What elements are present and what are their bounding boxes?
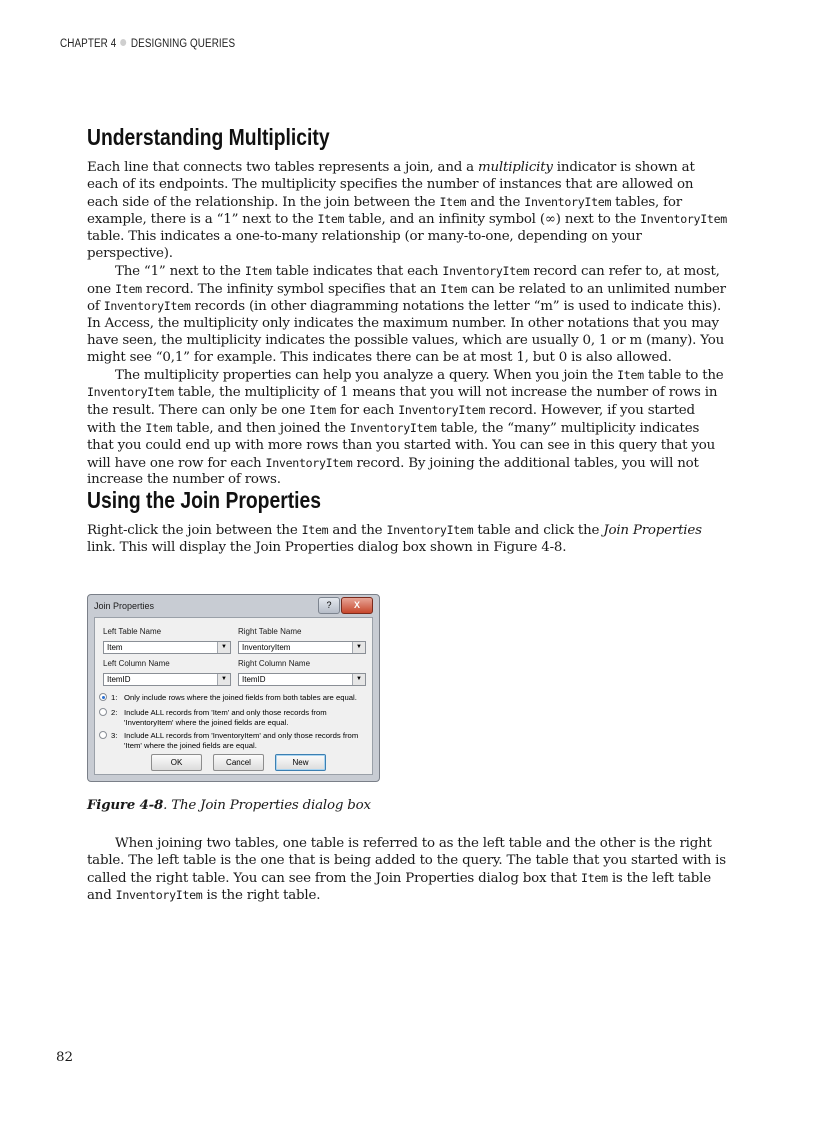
- close-button[interactable]: X: [341, 597, 373, 614]
- chapter-label: CHAPTER 4: [60, 38, 117, 50]
- radio-icon[interactable]: [99, 731, 107, 739]
- left-table-label: Left Table Name: [103, 627, 162, 636]
- figure-caption-text: . The Join Properties dialog box: [163, 798, 371, 813]
- dialog-body: Left Table Name Right Table Name Item ▼ InventoryItem ▼ Left Column Name Right Column Name ItemID ▼ ItemID ▼ 1: Only include rows where the joined fields from both tables are equal. 2: Include ALL records from 'Item' and only those records from 'InventoryItem' where the joined fields are equal. 3: Include ALL records from 'InventoryItem' and only those records from 'Item' where the joined fields are equal. OK Cancel New: [94, 617, 373, 775]
- right-table-select[interactable]: [238, 641, 366, 654]
- section-heading-multiplicity: Understanding Multiplicity: [87, 124, 330, 150]
- figure-caption: [87, 797, 371, 813]
- running-header: [60, 38, 235, 50]
- section-heading-join-properties: Using the Join Properties: [87, 487, 322, 513]
- section-join-properties-intro: [87, 522, 727, 557]
- right-column-label: Right Column Name: [238, 659, 311, 668]
- join-properties-dialog: [87, 594, 380, 782]
- right-table-value: InventoryItem: [242, 643, 291, 652]
- paragraph-3: The multiplicity properties can help you analyze a query. When you join the Item table to the InventoryItem table, the multiplicity of 1 means that you will not increase the number of rows in the result. There can only be one Item for each InventoryItem record. However, if you started with the Item table, and then joined the InventoryItem table, the “many” multiplicity indicates that you could end up with more rows than you started with. You can see in this query that you will have one row for each InventoryItem record. By joining the additional tables, you will not increase the number of rows.: [87, 367, 724, 488]
- right-column-select[interactable]: [238, 673, 366, 686]
- help-button[interactable]: ?: [318, 597, 340, 614]
- section-multiplicity: [87, 124, 727, 151]
- section-join-properties-body: [87, 836, 727, 905]
- ok-button[interactable]: OK: [151, 754, 202, 771]
- dialog-window-controls: [318, 597, 373, 614]
- left-table-value: Item: [107, 643, 123, 652]
- chevron-down-icon[interactable]: ▼: [217, 642, 230, 653]
- new-button[interactable]: New: [275, 754, 326, 771]
- paragraph-1: Each line that connects two tables represents a join, and a multiplicity indicator is shown at each of its endpoints. The multiplicity specifies the number of instances that are allowed on each side of the relationship. In the join between the Item and the InventoryItem tables, for example, there is a “1” next to the Item table, and an infinity symbol (∞) next to the InventoryItem table. This indicates a one-to-many relationship (or many-to-one, depending on your perspective).: [87, 160, 727, 261]
- left-column-label: Left Column Name: [103, 659, 170, 668]
- left-column-select[interactable]: [103, 673, 231, 686]
- dialog-title: Join Properties: [94, 601, 155, 611]
- right-table-label: Right Table Name: [238, 627, 302, 636]
- page-number: 82: [56, 1050, 74, 1065]
- cancel-button[interactable]: Cancel: [213, 754, 264, 771]
- chevron-down-icon[interactable]: ▼: [352, 674, 365, 685]
- section-join-properties: [87, 487, 727, 514]
- right-column-value: ItemID: [242, 675, 266, 684]
- figure-label: Figure 4-8: [87, 797, 164, 813]
- radio-icon[interactable]: [99, 708, 107, 716]
- chapter-title: DESIGNING QUERIES: [130, 38, 236, 50]
- radio-selected-icon[interactable]: [99, 693, 107, 701]
- left-column-value: ItemID: [107, 675, 131, 684]
- paragraph-2: The “1” next to the Item table indicates that each InventoryItem record can refer to, at most, one Item record. The infinity symbol specifies that an Item can be related to an unlimited number of InventoryItem records (in other diagramming notations the letter “m” is used to indicate this). In Access, the multiplicity only indicates the maximum number. In other notations that you may have seen, the multiplicity indicates the possible values, which are usually 0, 1 or m (many). You might see “0,1” for example. This indicates there can be at most 1, but 0 is also allowed.: [87, 263, 726, 365]
- left-table-select[interactable]: [103, 641, 231, 654]
- section-multiplicity-body: [87, 160, 727, 489]
- paragraph-5: When joining two tables, one table is referred to as the left table and the other is the right table. The left table is the one that is being added to the query. The table that you started with is called the right table. You can see from the Join Properties dialog box that Item is the left table and InventoryItem is the right table.: [87, 836, 726, 904]
- separator-dot-icon: [121, 39, 127, 46]
- chevron-down-icon[interactable]: ▼: [352, 642, 365, 653]
- paragraph-4: Right-click the join between the Item and the InventoryItem table and click the Join Properties link. This will display the Join Properties dialog box shown in Figure 4-8.: [87, 523, 702, 555]
- chevron-down-icon[interactable]: ▼: [217, 674, 230, 685]
